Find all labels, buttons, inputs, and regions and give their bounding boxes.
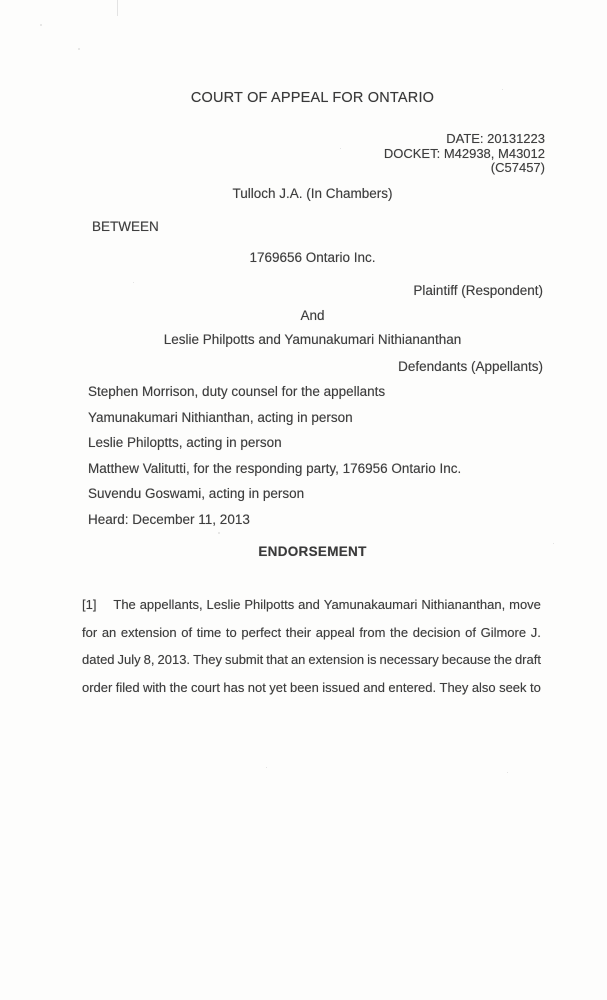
paragraph-word: appellants, — [139, 597, 203, 612]
paragraph-word: decision — [412, 624, 461, 640]
paragraph-word: seek — [499, 679, 527, 695]
scan-speck — [266, 767, 267, 768]
paragraph-word: that — [266, 652, 288, 667]
paragraph-word: filed — [115, 679, 140, 695]
appearance-line: Matthew Valitutti, for the responding party, 176956 Ontario Inc. — [88, 460, 462, 476]
paragraph-word: 2013. — [157, 652, 191, 667]
paragraph-word: an — [101, 624, 117, 640]
judge-line: Tulloch J.A. (In Chambers) — [232, 186, 393, 201]
paragraph-line — [82, 653, 541, 667]
scan-speck — [507, 772, 508, 773]
paragraph-word: their — [285, 624, 312, 640]
paragraph-word: They — [193, 652, 222, 667]
paragraph-line — [82, 626, 541, 640]
paragraph-word: July — [117, 652, 141, 667]
paragraph-word: court — [191, 679, 220, 695]
paragraph-word: been — [289, 679, 319, 695]
paragraph-word: the — [169, 679, 188, 695]
endorsement-heading: ENDORSEMENT — [258, 544, 367, 559]
paragraph-word: time — [196, 624, 222, 640]
paragraph-word: perfect — [241, 624, 282, 640]
paragraph-word: and — [363, 679, 385, 695]
scan-line-artifact — [117, 0, 118, 16]
paragraph-word: is — [367, 652, 377, 667]
scan-speck — [553, 543, 554, 544]
defendants-role: Defendants (Appellants) — [398, 359, 543, 374]
paragraph-word: J. — [530, 624, 541, 640]
paragraph-word: an — [290, 652, 306, 667]
defendants-name: Leslie Philpotts and Yamunakumari Nithiananthan — [163, 332, 462, 347]
appearance-line: Yamunakumari Nithianthan, acting in person — [88, 409, 353, 425]
paragraph-line — [82, 598, 541, 612]
paragraph-word: also — [471, 679, 496, 695]
paragraph-word: The — [113, 597, 136, 612]
paragraph-word: not — [247, 679, 266, 695]
appearance-line: Leslie Philoptts, acting in person — [88, 435, 282, 450]
paragraph-word: draft — [514, 652, 541, 667]
scan-speck — [40, 24, 42, 26]
paragraph-line — [82, 681, 541, 695]
paragraph-word: from — [359, 624, 386, 640]
paragraph-word: the — [493, 652, 512, 667]
scan-speck — [502, 89, 503, 90]
appearance-line: Suvendu Goswami, acting in person — [88, 486, 305, 501]
paragraph-word: Nithiananthan, — [421, 597, 506, 612]
appearance-line: Stephen Morrison, duty counsel for the appellants — [88, 384, 386, 399]
paragraph-word: of — [181, 624, 193, 640]
paragraph-word: dated — [82, 652, 115, 667]
paragraph-word: the — [390, 624, 409, 640]
paragraph-word: They — [439, 679, 469, 695]
caption-conjunction: And — [300, 308, 325, 323]
paragraph-word: Yamunakaumari — [323, 597, 418, 612]
paragraph-word: 8, — [143, 652, 155, 667]
plaintiff-name: 1769656 Ontario Inc. — [249, 250, 376, 265]
plaintiff-role: Plaintiff (Respondent) — [413, 283, 543, 298]
date-line: DATE: 20131223 — [446, 131, 545, 146]
docket-line: DOCKET: M42938, M43012 — [383, 146, 545, 161]
paragraph-word: entered. — [388, 679, 437, 695]
paragraph-word: move — [509, 597, 541, 612]
court-title: COURT OF APPEAL FOR ONTARIO — [190, 90, 435, 106]
paragraph-word: to — [529, 679, 541, 695]
scan-speck — [78, 48, 80, 50]
paragraph-word: necessary — [379, 652, 439, 667]
paragraph-word: appeal — [315, 624, 355, 640]
endorsement-paragraph — [82, 598, 541, 708]
file-number: (C57457) — [490, 160, 545, 175]
paragraph-word: extension — [120, 624, 177, 640]
paragraph-word: extension — [308, 652, 365, 667]
paragraph-word: and — [298, 597, 320, 612]
paragraph-word: Gilmore — [480, 624, 527, 640]
scan-speck — [218, 532, 220, 534]
paragraph-word: of — [465, 624, 476, 640]
appearances-list — [88, 385, 543, 513]
paragraph-word: Leslie — [206, 597, 241, 612]
paragraph-word: because — [441, 652, 491, 667]
paragraph-word: yet — [269, 679, 287, 695]
between-label: BETWEEN — [92, 219, 159, 234]
paragraph-word: submit — [224, 652, 264, 667]
heard-line: Heard: December 11, 2013 — [88, 512, 250, 527]
paragraph-word: order — [82, 679, 113, 695]
paragraph-word: issued — [322, 679, 360, 695]
paragraph-word: has — [223, 679, 245, 695]
paragraph-word: to — [225, 624, 237, 640]
paragraph-word: for — [82, 624, 98, 640]
paragraph-word: with — [143, 679, 167, 695]
paragraph-number: [1] — [82, 597, 97, 612]
paragraph-word: Philpotts — [244, 597, 295, 612]
